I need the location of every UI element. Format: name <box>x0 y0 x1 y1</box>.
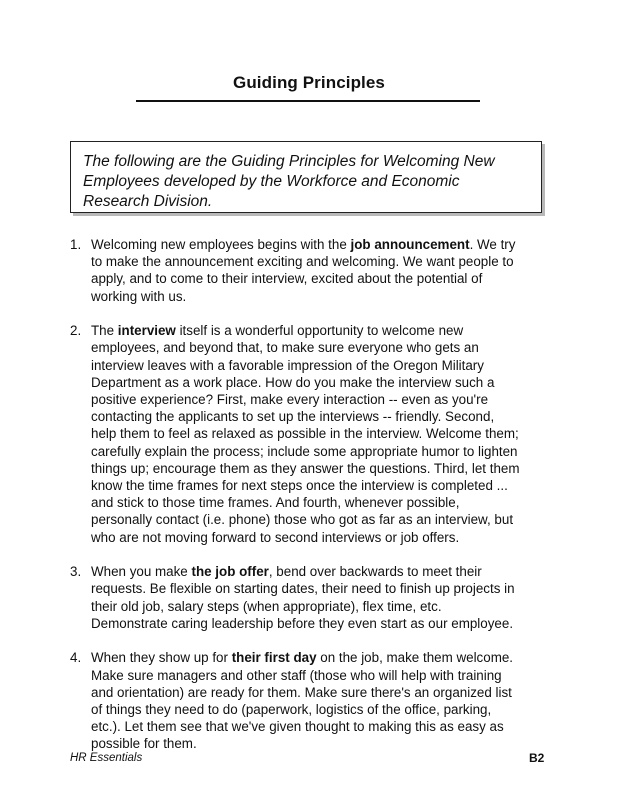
intro-line: Employees developed by the Workforce and Economic <box>83 173 460 190</box>
text-line: requests. Be flexible on starting dates, their need to finish up projects in <box>91 581 515 597</box>
text-line: Make sure managers and other staff (those who will help with training <box>91 667 502 683</box>
bold-term: the job offer <box>191 564 269 580</box>
text-line: who are not moving forward to second interviews or job offers. <box>91 529 460 545</box>
list-item-text <box>91 563 550 632</box>
text-line: positive experience? First, make every interaction -- even as you're <box>91 392 489 408</box>
text-line: working with us. <box>91 288 187 304</box>
text-line: Department as a work place. How do you make the interview such a <box>91 374 495 390</box>
list-item <box>70 322 550 546</box>
text-run: Welcoming new employees begins with the <box>91 237 351 252</box>
footer-page-number: B2 <box>529 751 545 765</box>
text-line: things up; encourage them as they answer the questions. Third, let them <box>91 460 520 476</box>
footer-doc-name: HR Essentials <box>70 752 143 764</box>
list-item <box>70 236 550 305</box>
text-line: apply, and to come to their interview, excited about the potential of <box>91 271 483 287</box>
text-run: itself is a wonderful opportunity to welcome new <box>175 323 464 339</box>
list-item-number: 3. <box>70 564 82 580</box>
text-line: interview leaves with a favorable impression of the Oregon Military <box>91 357 484 373</box>
text-line: carefully explain the process; include some appropriate humor to lighten <box>91 443 518 459</box>
text-line: help them to feel as relaxed as possible in the interview. Welcome them; <box>91 426 519 442</box>
text-run: on the job, make them welcome. <box>316 650 514 666</box>
bold-term: their first day <box>231 650 317 666</box>
list-item-number: 1. <box>70 237 82 252</box>
text-run: When they show up for <box>91 650 232 666</box>
text-line: to make the announcement exciting and welcoming. We want people to <box>91 254 514 270</box>
text-line: Demonstrate caring leadership before they even start as our employee. <box>91 615 514 631</box>
intro-callout-box <box>70 141 542 213</box>
intro-line: Research Division. <box>83 193 213 210</box>
bold-term: job announcement <box>350 237 470 252</box>
title-underline <box>136 100 480 102</box>
bold-term: interview <box>117 323 176 339</box>
text-line <box>91 236 550 253</box>
text-run: . We try <box>469 237 516 252</box>
text-run: The <box>91 323 118 339</box>
text-line: of things they need to do (paperwork, logistics of the office, parking, <box>91 702 492 718</box>
text-line: and orientation) are ready for them. Make sure there's an organized list <box>91 684 512 700</box>
principles-list <box>70 236 550 770</box>
text-run: , bend over backwards to meet their <box>268 564 482 580</box>
list-item <box>70 649 550 752</box>
list-item-number: 4. <box>70 650 82 666</box>
text-line: employees, and beyond that, to make sure everyone who gets an <box>91 340 479 356</box>
text-line: and stick to those time frames. And fourth, whenever possible, <box>91 495 460 511</box>
text-run: When you make <box>91 564 192 580</box>
intro-line: The following are the Guiding Principles for Welcoming New <box>83 153 495 170</box>
text-line <box>91 563 550 580</box>
list-item-text <box>91 236 550 305</box>
text-line <box>91 322 550 339</box>
list-item-text <box>91 322 550 546</box>
text-line: possible for them. <box>91 736 197 752</box>
text-line: their old job, salary steps (when appropriate), flex time, etc. <box>91 598 442 614</box>
text-line: know the time frames for next steps once the interview is completed ... <box>91 478 508 494</box>
text-line <box>91 649 550 666</box>
page-title: Guiding Principles <box>233 73 385 92</box>
list-item-number: 2. <box>70 323 82 339</box>
list-item <box>70 563 550 632</box>
text-line: personally contact (i.e. phone) those who got as far as an interview, but <box>91 512 514 528</box>
text-line: contacting the applicants to set up the interviews -- friendly. Second, <box>91 409 495 425</box>
list-item-text <box>91 649 550 752</box>
text-line: etc.). Let them see that we've given thought to making this as easy as <box>91 719 504 735</box>
